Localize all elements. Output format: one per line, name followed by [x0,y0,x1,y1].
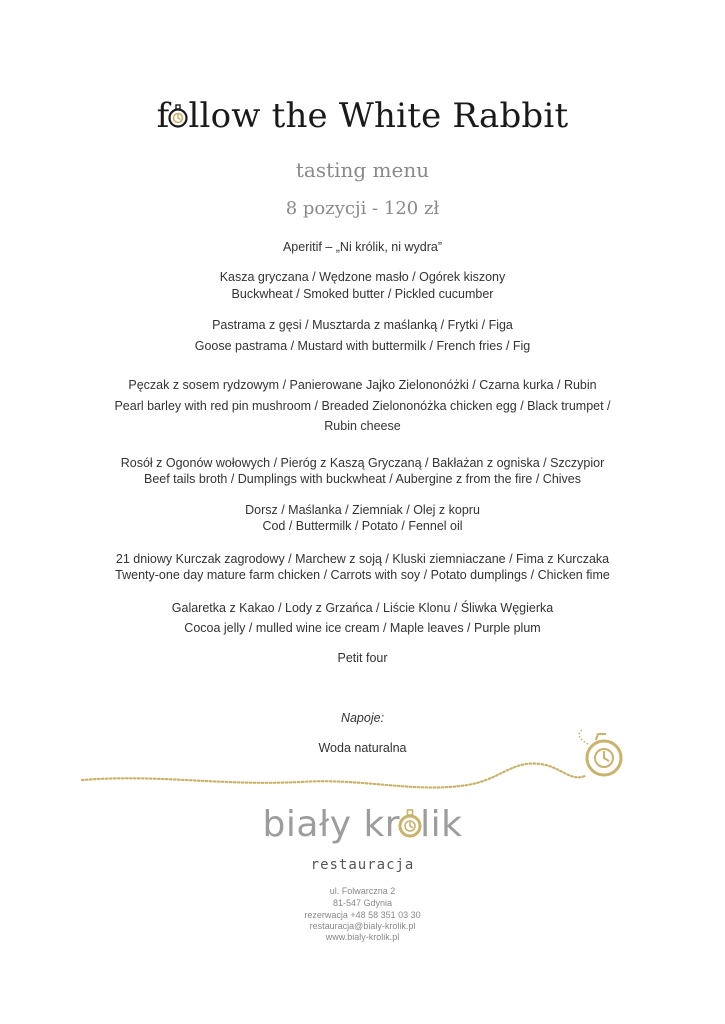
course-7-pl: Galaretka z Kakao / Lody z Grzańca / Liście Klonu / Śliwka Węgierka [171,601,554,615]
course-4-en: Beef tails broth / Dumplings with buckwheat / Aubergine z from the fire / Chives [143,472,581,486]
address-website[interactable]: www.bialy-krolik.pl [325,932,400,942]
course-5-en: Cod / Buttermilk / Potato / Fennel oil [262,519,463,533]
course-4-pl: Rosół z Ogonów wołowych / Pieróg z Kaszą Gryczaną / Bakłażan z ogniska / Szczypior [120,456,605,470]
course-2-en: Goose pastrama / Mustard with buttermilk / French fries / Fig [194,339,531,353]
price-line: 8 pozycji - 120 zł [285,198,440,219]
address-phone: rezerwacja +48 58 351 03 30 [304,910,421,920]
address-email[interactable]: restauracja@bialy-krolik.pl [309,921,416,931]
course-3-en-cont: Rubin cheese [324,419,401,433]
pocket-watch-icon [579,730,621,775]
course-1-pl: Kasza gryczana / Wędzone masło / Ogórek kiszony [219,270,506,284]
brand-logo [0,804,725,849]
petit-four: Petit four [337,651,388,665]
course-3-pl: Pęczak z sosem rydzowym / Panierowane Jajko Zielononóżki / Czarna kurka / Rubin [128,378,597,392]
course-6-pl: 21 dniowy Kurczak zagrodowy / Marchew z soją / Kluski ziemniaczane / Fima z Kurczaka [115,552,610,566]
course-2-pl: Pastrama z gęsi / Musztarda z maślanką / Frytki / Figa [212,318,513,332]
logo-suffix: lik [420,804,463,845]
course-3-en: Pearl barley with red pin mushroom / Breaded Zielononóżka chicken egg / Black trumpet / [114,399,611,413]
course-7-en: Cocoa jelly / mulled wine ice cream / Maple leaves / Purple plum [184,621,541,635]
address-street: ul. Folwarczna 2 [329,886,396,896]
drinks-label: Napoje: [340,711,385,725]
course-1-en: Buckwheat / Smoked butter / Pickled cucumber [231,287,494,301]
title-prefix: f [156,96,170,136]
logo-prefix: biały kr [262,804,401,845]
drinks-item: Woda naturalna [318,741,407,755]
aperitif: Aperitif – „Ni królik, ni wydra” [282,240,443,254]
address-city: 81-547 Gdynia [332,898,393,908]
course-5-pl: Dorsz / Maślanka / Ziemniak / Olej z kopru [245,503,480,517]
restaurant-label: restauracja [310,857,415,873]
pocket-watch-icon [167,98,189,138]
course-6-en: Twenty-one day mature farm chicken / Carrots with soy / Potato dumplings / Chicken fime [115,568,610,582]
menu-subtitle: tasting menu [295,158,430,182]
decorative-wave [0,720,725,800]
menu-title [0,96,725,138]
title-suffix: llow the White Rabbit [188,96,569,136]
